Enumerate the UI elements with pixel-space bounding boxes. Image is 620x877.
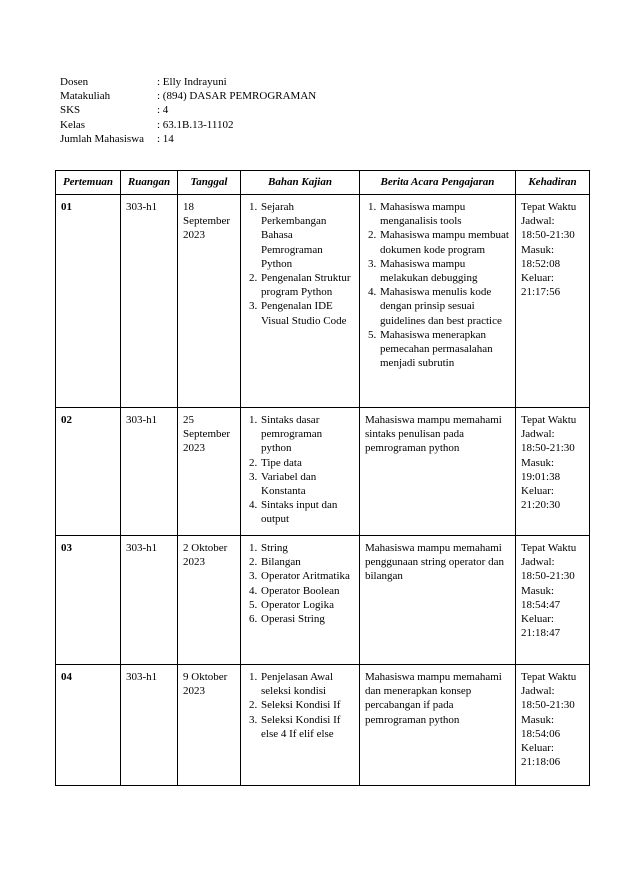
list-item: 3. Seleksi Kondisi If else 4 If elif else <box>260 713 355 741</box>
list-item: 5. Operator Logika <box>260 598 355 612</box>
ruangan-cell: 303-h1 <box>121 195 178 408</box>
berita-acara-list <box>365 200 511 370</box>
pertemuan-cell: 02 <box>56 408 121 536</box>
kehadiran-cell: Tepat Waktu Jadwal: 18:50-21:30 Masuk: 18:54:06 Keluar: 21:18:06 <box>516 665 590 786</box>
ruangan-cell: 303-h1 <box>121 408 178 536</box>
berita-acara-cell: Mahasiswa mampu memahami dan menerapkan konsep percabangan if pada pemrograman python <box>360 665 516 786</box>
bahan-kajian-cell <box>241 665 360 786</box>
list-item: 3. Variabel dan Konstanta <box>260 470 355 498</box>
matakuliah-value: : (894) DASAR PEMROGRAMAN <box>157 90 317 103</box>
kehadiran-cell: Tepat Waktu Jadwal: 18:50-21:30 Masuk: 19:01:38 Keluar: 21:20:30 <box>516 408 590 536</box>
header-bahan-kajian: Bahan Kajian <box>241 171 360 195</box>
info-row-sks <box>60 103 316 117</box>
tanggal-cell: 25 September 2023 <box>178 408 241 536</box>
pertemuan-cell: 03 <box>56 536 121 665</box>
course-info <box>60 75 316 146</box>
header-ruangan: Ruangan <box>121 171 178 195</box>
bahan-kajian-list <box>246 200 355 328</box>
table-row <box>56 408 590 536</box>
header-berita-acara: Berita Acara Pengajaran <box>360 171 516 195</box>
list-item: 1. Penjelasan Awal seleksi kondisi <box>260 670 355 698</box>
ruangan-cell: 303-h1 <box>121 665 178 786</box>
berita-acara-cell: Mahasiswa mampu memahami penggunaan string operator dan bilangan <box>360 536 516 665</box>
table-row <box>56 665 590 786</box>
kelas-value: : 63.1B.13-11102 <box>157 118 234 131</box>
bahan-kajian-cell <box>241 536 360 665</box>
tanggal-cell: 9 Oktober 2023 <box>178 665 241 786</box>
list-item: 1. String <box>260 541 355 555</box>
list-item: 2. Bilangan <box>260 555 355 569</box>
list-item: 2. Tipe data <box>260 456 355 470</box>
info-row-jumlah <box>60 132 316 146</box>
list-item: 2. Pengenalan Struktur program Python <box>260 271 355 299</box>
matakuliah-label: Matakuliah <box>60 90 111 103</box>
pertemuan-cell: 01 <box>56 195 121 408</box>
ruangan-cell: 303-h1 <box>121 536 178 665</box>
list-item: 3. Pengenalan IDE Visual Studio Code <box>260 299 355 327</box>
header-kehadiran: Kehadiran <box>516 171 590 195</box>
berita-acara-cell <box>360 195 516 408</box>
bahan-kajian-list <box>246 541 355 626</box>
bahan-kajian-cell <box>241 195 360 408</box>
info-row-matakuliah <box>60 89 316 103</box>
info-row-dosen <box>60 75 316 89</box>
table-header-row <box>56 171 590 195</box>
list-item: 1. Sintaks dasar pemrograman python <box>260 413 355 456</box>
list-item: 1. Sejarah Perkembangan Bahasa Pemrograman Python <box>260 200 355 271</box>
tanggal-cell: 2 Oktober 2023 <box>178 536 241 665</box>
list-item: 2. Seleksi Kondisi If <box>260 698 355 712</box>
table-row <box>56 536 590 665</box>
sks-value: : 4 <box>157 104 169 117</box>
kehadiran-cell: Tepat Waktu Jadwal: 18:50-21:30 Masuk: 18:52:08 Keluar: 21:17:56 <box>516 195 590 408</box>
attendance-table <box>55 170 590 786</box>
tanggal-cell: 18 September 2023 <box>178 195 241 408</box>
bahan-kajian-list <box>246 670 355 741</box>
jumlah-value: : 14 <box>157 132 174 145</box>
header-pertemuan: Pertemuan <box>56 171 121 195</box>
list-item: 3. Operator Aritmatika <box>260 569 355 583</box>
list-item: 4. Sintaks input dan output <box>260 498 355 526</box>
list-item: 5. Mahasiswa menerapkan pemecahan permasalahan menjadi subrutin <box>379 328 511 371</box>
list-item: 4. Mahasiswa menulis kode dengan prinsip sesuai guidelines dan best practice <box>379 285 511 328</box>
jumlah-label: Jumlah Mahasiswa <box>60 132 145 145</box>
info-row-kelas <box>60 118 316 132</box>
table-row <box>56 195 590 408</box>
sks-label: SKS <box>60 104 81 117</box>
dosen-value: : Elly Indrayuni <box>157 76 227 88</box>
pertemuan-cell: 04 <box>56 665 121 786</box>
list-item: 2. Mahasiswa mampu membuat dokumen kode program <box>379 228 511 256</box>
header-tanggal: Tanggal <box>178 171 241 195</box>
kelas-label: Kelas <box>60 118 86 131</box>
dosen-label: Dosen <box>60 76 89 88</box>
list-item: 1. Mahasiswa mampu menganalisis tools <box>379 200 511 228</box>
list-item: 3. Mahasiswa mampu melakukan debugging <box>379 257 511 285</box>
list-item: 4. Operator Boolean <box>260 584 355 598</box>
berita-acara-cell: Mahasiswa mampu memahami sintaks penulisan pada pemrograman python <box>360 408 516 536</box>
bahan-kajian-cell <box>241 408 360 536</box>
kehadiran-cell: Tepat Waktu Jadwal: 18:50-21:30 Masuk: 18:54:47 Keluar: 21:18:47 <box>516 536 590 665</box>
bahan-kajian-list <box>246 413 355 527</box>
list-item: 6. Operasi String <box>260 612 355 626</box>
